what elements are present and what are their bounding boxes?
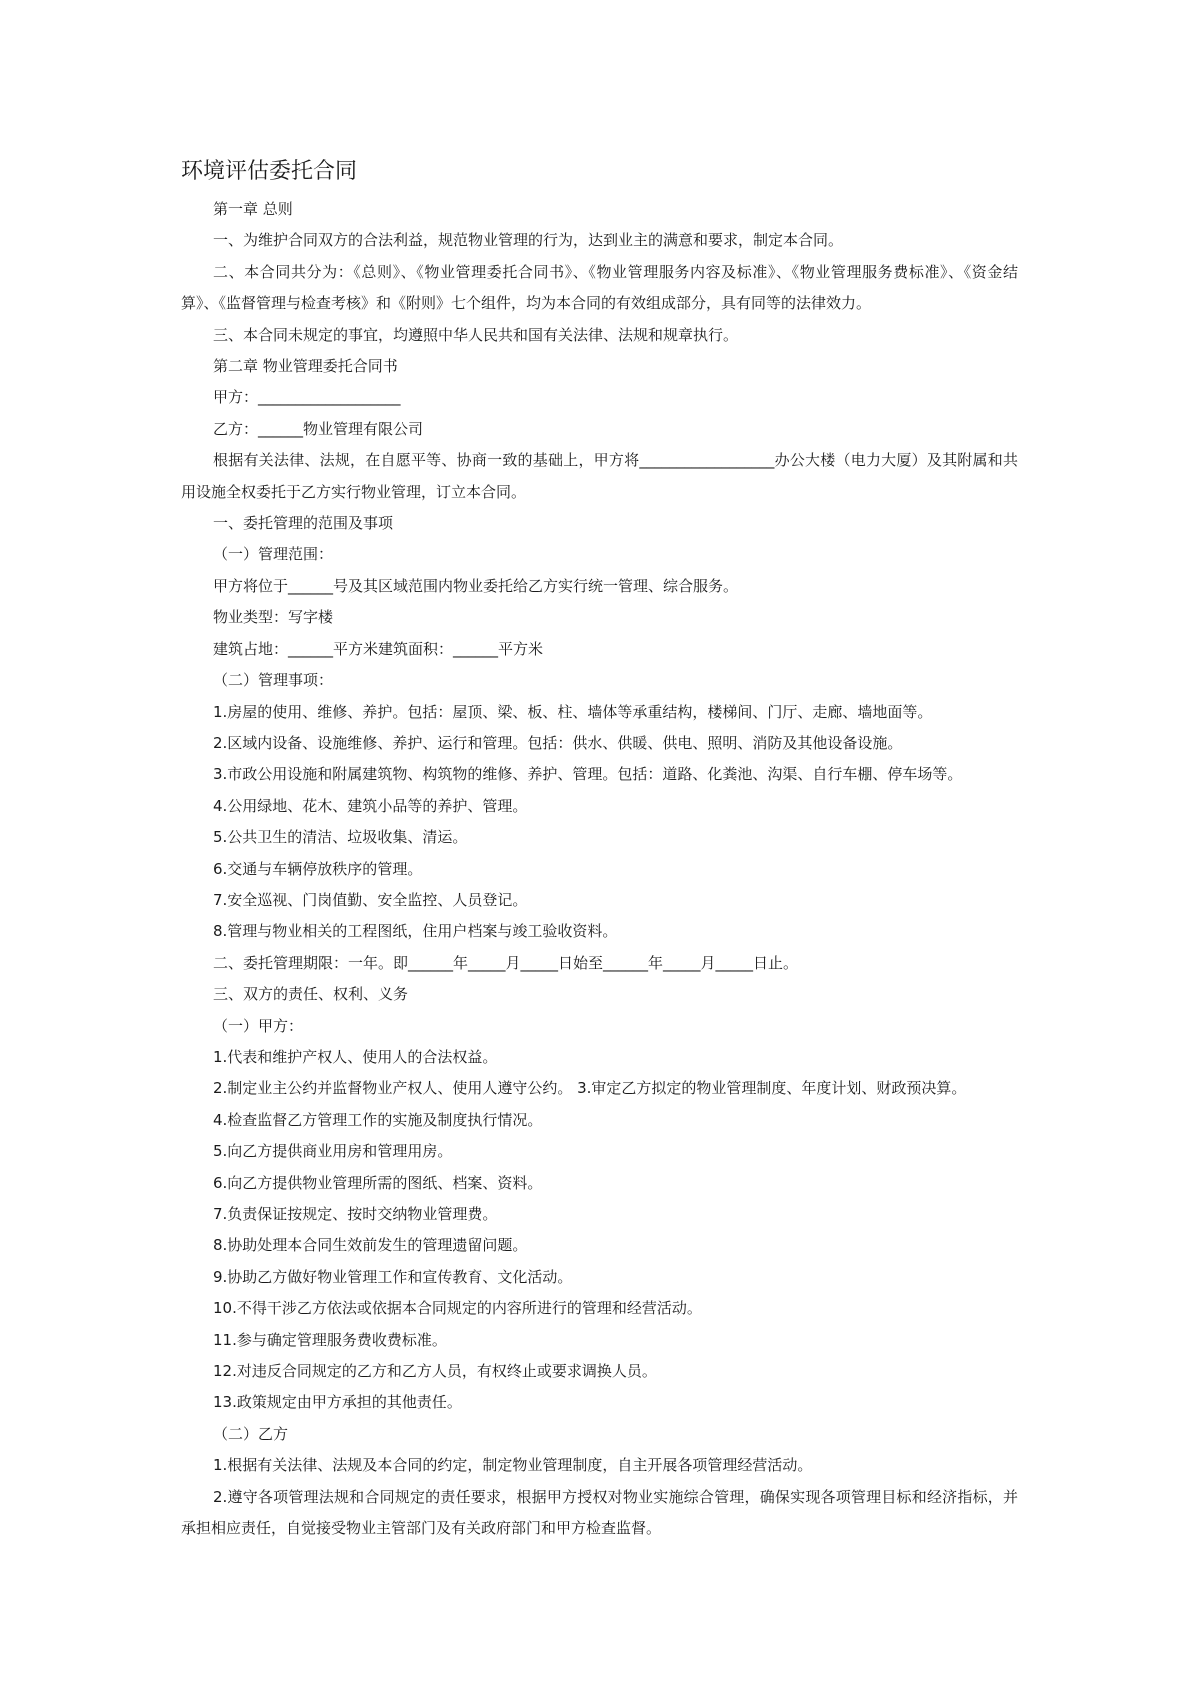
document-paragraph: 11.参与确定管理服务费收费标准。 — [213, 1330, 447, 1349]
document-paragraph: 1.根据有关法律、法规及本合同的约定，制定物业管理制度，自主开展各项管理经营活动。 — [213, 1456, 813, 1475]
document-paragraph: 4.公用绿地、花木、建筑小品等的养护、管理。 — [213, 796, 528, 815]
document-paragraph: 乙方：______物业管理有限公司 — [213, 419, 424, 438]
document-paragraph: （二）乙方 — [213, 1424, 289, 1443]
document-paragraph: 2.制定业主公约并监督物业产权人、使用人遵守公约。 3.审定乙方拟定的物业管理制度、年度计划、财政预决算。 — [213, 1079, 967, 1098]
document-paragraph: （一）甲方： — [213, 1016, 304, 1035]
document-paragraph: 建筑占地：______平方米建筑面积：______平方米 — [213, 639, 544, 658]
document-paragraph: 根据有关法律、法规，在自愿平等、协商一致的基础上，甲方将__________________办公大楼（电力大厦）及其附属和共用设施全权委托于乙方实行物业管理，订立本合同。 — [181, 451, 1018, 501]
document-paragraph: 8.协助处理本合同生效前发生的管理遗留问题。 — [213, 1236, 528, 1255]
document-paragraph: 二、本合同共分为：《总则》、《物业管理委托合同书》、《物业管理服务内容及标准》、《物业管理服务费标准》、《资金结算》、《监督管理与检查考核》和《附则》七个组件，均为本合同的有效组成部分，具有同等的法律效力。 — [181, 262, 1018, 313]
document-paragraph: （一）管理范围： — [213, 545, 334, 564]
document-paragraph: 2.区域内设备、设施维修、养护、运行和管理。包括：供水、供暖、供电、照明、消防及其他设备设施。 — [213, 733, 903, 752]
document-paragraph: 6.向乙方提供物业管理所需的图纸、档案、资料。 — [213, 1173, 543, 1192]
document-paragraph: 甲方：___________________ — [213, 388, 401, 407]
document-paragraph: （二）管理事项： — [213, 671, 334, 690]
document-paragraph: 4.检查监督乙方管理工作的实施及制度执行情况。 — [213, 1110, 543, 1129]
document-paragraph: 7.安全巡视、门岗值勤、安全监控、人员登记。 — [213, 890, 528, 909]
document-paragraph: 1.房屋的使用、维修、养护。包括：屋顶、梁、板、柱、墙体等承重结构，楼梯间、门厅、走廊、墙地面等。 — [213, 702, 933, 721]
document-page — [181, 152, 1018, 1544]
document-paragraph: 一、为维护合同双方的合法利益，规范物业管理的行为，达到业主的满意和要求，制定本合同。 — [213, 231, 844, 250]
document-paragraph: 一、委托管理的范围及事项 — [213, 514, 394, 533]
document-paragraph: 6.交通与车辆停放秩序的管理。 — [213, 859, 423, 878]
document-paragraph: 8.管理与物业相关的工程图纸，住用户档案与竣工验收资料。 — [213, 922, 618, 941]
document-body — [181, 194, 1018, 1544]
document-paragraph: 三、本合同未规定的事宜，均遵照中华人民共和国有关法律、法规和规章执行。 — [213, 325, 739, 344]
document-paragraph: 二、委托管理期限：一年。即______年_____月_____日始至______年_____月_____日止。 — [213, 953, 799, 972]
document-paragraph: 2.遵守各项管理法规和合同规定的责任要求，根据甲方授权对物业实施综合管理，确保实现各项管理目标和经济指标，并承担相应责任，自觉接受物业主管部门及有关政府部门和甲方检查监督。 — [181, 1487, 1018, 1538]
document-paragraph: 12.对违反合同规定的乙方和乙方人员，有权终止或要求调换人员。 — [213, 1362, 657, 1381]
document-paragraph: 3.市政公用设施和附属建筑物、构筑物的维修、养护、管理。包括：道路、化粪池、沟渠、自行车棚、停车场等。 — [213, 765, 963, 784]
document-paragraph: 5.公共卫生的清洁、垃圾收集、清运。 — [213, 828, 468, 847]
document-paragraph: 7.负责保证按规定、按时交纳物业管理费。 — [213, 1205, 498, 1223]
document-paragraph: 三、双方的责任、权利、义务 — [213, 985, 409, 1004]
document-paragraph: 10.不得干涉乙方依法或依据本合同规定的内容所进行的管理和经营活动。 — [213, 1299, 702, 1318]
document-title: 环境评估委托合同 — [181, 159, 358, 184]
document-paragraph: 第二章 物业管理委托合同书 — [213, 357, 398, 376]
document-paragraph: 5.向乙方提供商业用房和管理用房。 — [213, 1142, 453, 1161]
document-paragraph: 13.政策规定由甲方承担的其他责任。 — [213, 1393, 462, 1412]
document-paragraph: 物业类型：写字楼 — [213, 608, 334, 627]
document-paragraph: 9.协助乙方做好物业管理工作和宣传教育、文化活动。 — [213, 1267, 573, 1286]
document-paragraph: 1.代表和维护产权人、使用人的合法权益。 — [213, 1047, 498, 1066]
document-paragraph: 第一章 总则 — [213, 200, 293, 218]
document-paragraph: 甲方将位于______号及其区域范围内物业委托给乙方实行统一管理、综合服务。 — [213, 576, 739, 595]
